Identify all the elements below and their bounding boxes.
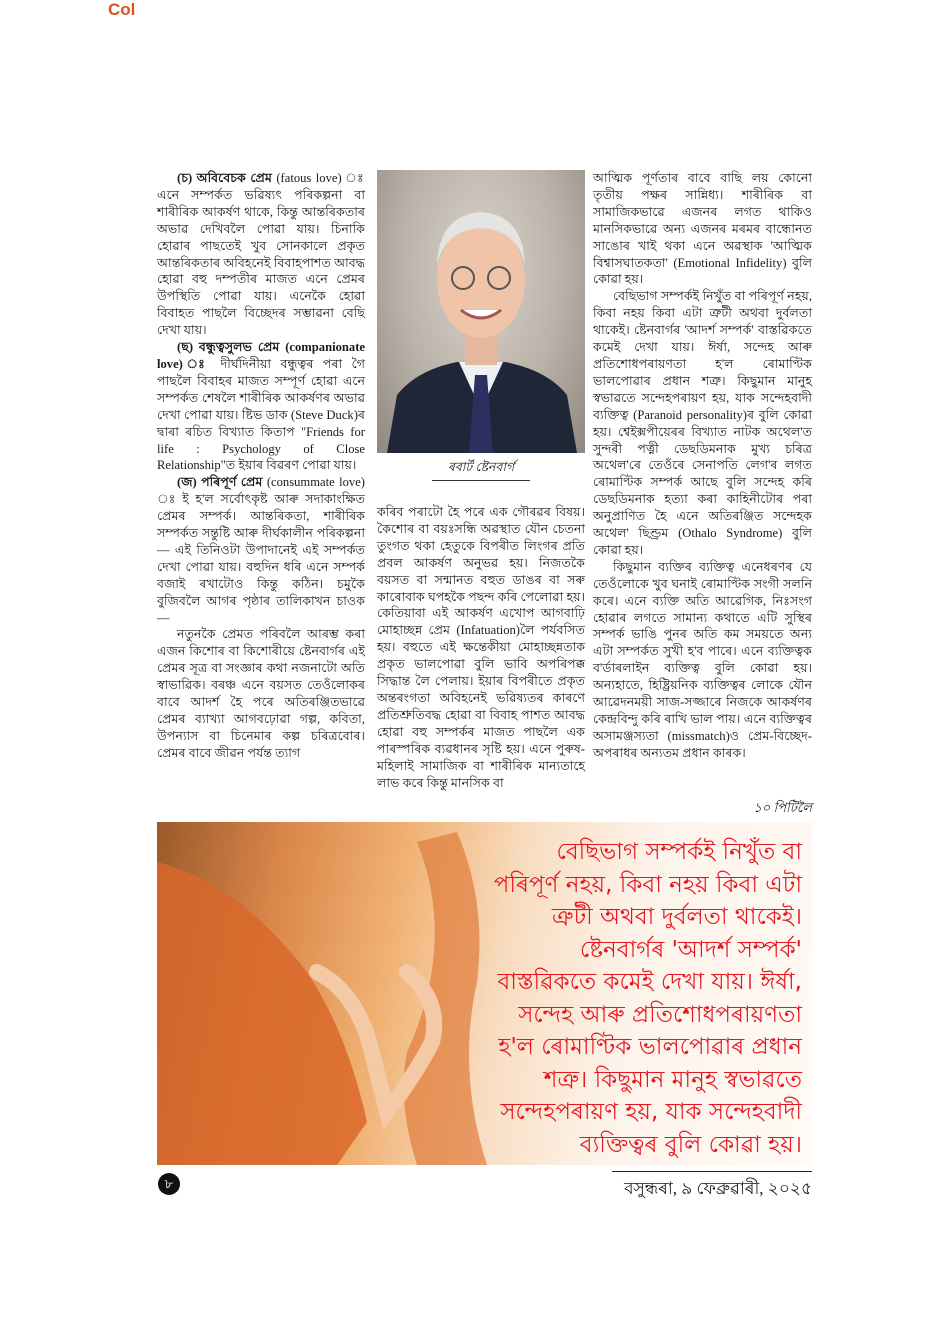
masthead-date: বসুন্ধৰা, ৯ ফেব্ৰুৱাৰী, ২০২৫ (624, 1179, 812, 1198)
paragraph: বেছিভাগ সম্পৰ্কই নিখুঁত বা পৰিপূৰ্ণ নহয়, কিবা নহয় কিবা এটা ত্ৰুটী অথবা দুৰ্বলতা থাকেই। ষ্টেনবাৰ্গৰ 'আদৰ্শ সম্পৰ্ক' বাস্তৱিকতে কমেই দেখা যায়। ঈৰ্ষা, সন্দেহ আৰু প্ৰতিশোধপৰায়ণতা হ'ল ৰোমাণ্টিক ভালপোৱাৰ প্ৰধান শত্ৰু। কিছুমান মানুহ স্বভাৱতে সন্দেহপৰায়ণ হয়, যাক সন্দেহবাদী ব্যক্তিত্ব (Paranoid personality)ৰ বুলি কোৱা হয়। শ্বেইক্সপীয়েৰৰ বিখ্যাত নাটক অথেল'ত সুন্দৰী পত্নী ডেছডিমনাক মুখ্য চৰিত্ৰ অথেল'ৰে তেওঁৰে সেনাপতি লেগ'ৰ লগত ৰোমাণ্টিক সম্পৰ্ক আছে বুলি সন্দেহ কৰি ডেছডিমনাক হত্যা কৰা কাহিনীটোৰ পৰা অনুপ্ৰাণিত হৈ এনে অতিৰঞ্জিত সন্দেহক অথেল' ছিণ্ড্ৰম (Othalo Syndrome) বুলি কোৱা হয়। (593, 289, 812, 557)
pull-quote-line: ষ্টেনবাৰ্গৰ 'আদৰ্শ সম্পৰ্ক' (579, 936, 802, 963)
pull-quote-line: সন্দেহপৰায়ণ হয়, যাক সন্দেহবাদী (500, 1099, 802, 1125)
photo-caption: ৰবাৰ্ট ষ্টেনবাৰ্গ (447, 460, 515, 474)
paragraph (157, 170, 365, 339)
paragraph (157, 339, 365, 474)
article-column-3 (593, 170, 812, 762)
corner-label: Col (108, 0, 136, 19)
article-column-1 (157, 170, 365, 762)
paragraph-text: (consummate love) ঃ ই হ'ল সৰ্বোৎকৃষ্ট আৰু সদাকাংক্ষিত প্ৰেমৰ সম্পৰ্ক। আন্তৰিকতা, শাৰীৰিক সম্পৰ্কত সন্তুষ্টি আৰু দীৰ্ঘকালীন পৰিকল্পনা — এই তিনিওটা উপাদানেই এই সম্পৰ্কত দেখা পোৱা যায়। বহুদিন ধৰি এনে সম্পৰ্ক বজাই ৰখাটোও কিন্তু কঠিন। চমুকৈ বুজিবলৈ আগৰ পৃষ্ঠাৰ তালিকাখন চাওক — (157, 475, 365, 625)
paragraph (157, 474, 365, 626)
pull-quote-line: ত্ৰুটী অথবা দুৰ্বলতা থাকেই। (551, 904, 802, 930)
section-heading: (চ) অবিবেচক প্ৰেম (177, 171, 272, 185)
paragraph-text: দীৰ্ঘদিনীয়া বন্ধুত্বৰ পৰা গৈ পাছলৈ বিবাহৰ মাজত সম্পূৰ্ণ হোৱা এনে সম্পৰ্কত শেষলৈ শাৰীৰিক আকৰ্ষণৰ অভাৱ দেখা পোৱা যায়। ষ্টিভ ডাক (Steve Duck)ৰ দ্বাৰা ৰচিত বিখ্যাত কিতাপ "Friends for life : Psychology of Close Relationship"ত ইয়াৰ বিৱৰণ পোৱা যায়। (157, 356, 365, 473)
paragraph: কিছুমান ব্যক্তিৰ ব্যক্তিত্ব এনেধৰণৰ যে তেওঁলোকে খুব ঘনাই ৰোমাণ্টিক সংগী সলনি কৰে। এনে ব্যক্তি অতি আৱেগিক, নিঃসংগ হোৱাৰ লগতে সামান্য কথাতে এটি সুস্থিৰ সম্পৰ্ক ভাঙি পুনৰ অতি কম সময়তে অন্য এটা সম্পৰ্কত সুখী হ'ব পাৰে। এনে ব্যক্তিত্বক ব'ৰ্ডাৰলাইন ব্যক্তিত্ব বুলি কোৱা হয়। অন্যহাতে, হিষ্ট্ৰিয়নিক ব্যক্তিত্বৰ লোকে যৌন আৱেদনময়ী সাজ-সজ্জাৰে নিজকে আকৰ্ষণৰ কেন্দ্ৰবিন্দু কৰি ৰাখি ভাল পায়। এনে ব্যক্তিত্বৰ অসামঞ্জস্যতা (missmatch)ও প্ৰেম-বিচ্ছেদ-অপৰাধৰ অন্যতম প্ৰধান কাৰক। (593, 559, 812, 760)
paragraph: কৰিব পৰাটো হৈ পৰে এক গৌৰৱৰ বিষয়। কৈশোৰ বা বয়ঃসন্ধি অৱস্থাত যৌন চেতনা তুংগত থকা হেতুকে বিপৰীত লিংগৰ প্ৰতি প্ৰবল আকৰ্ষণ অনুভৱ হয়। নিজতকৈ বয়সত বা সন্মানত বহুত ডাঙৰ বা সৰু কাৰোবাক ঘপহকৈ পছন্দ কৰি পেলোৱা হয়। কেতিয়াবা এই আকৰ্ষণ এখোপ আগবাঢ়ি মোহাচ্ছন্ন প্ৰেম (Infatuation)লৈ পৰ্যবসিত হয়। বহুতে এই ক্ষন্তেকীয়া মোহাচ্ছন্নতাক প্ৰকৃত ভালপোৱা বুলি ভাবি অপৰিপক্ক সিদ্ধান্ত লৈ পেলায়। ইয়াৰ বিপৰীতে প্ৰকৃত অন্তৰংগতা অবিহনেই ভৱিষ্যতৰ কাৰণে প্ৰতিশ্ৰুতিবদ্ধ হোৱা বা বিবাহ পাশত আবদ্ধ হোৱা বহু সম্পৰ্কৰ মাজত পাছলৈ এক পাৰস্পৰিক ব্যৱধানৰ সৃষ্টি হয়। এনে পুৰুষ-মহিলাই সামাজিক বা শাৰীৰিক মান্যতাহে লাভ কৰে কিন্তু মানসিক বা (377, 505, 585, 790)
pull-quote-line: বেছিভাগ সম্পৰ্কই নিখুঁত বা (556, 839, 802, 865)
section-heading: (ছ) বন্ধুত্বসুলভ প্ৰেম (companionate love) ঃ (157, 340, 365, 371)
paragraph-text: (fatous love) ঃ এনে সম্পৰ্কত ভৱিষ্যৎ পৰিকল্পনা বা শাৰীৰিক আকৰ্ষণ থাকে, কিন্তু আন্তৰিকতাৰ অভাৱ দেখিবলৈ পোৱা যায়। চিনাকি হোৱাৰ পাছতেই খুব সোনকালে প্ৰকৃত আন্তৰিকতাৰ অবিহনেই বিবাহপাশত আবদ্ধ হোৱা বহু দম্পতীৰ মাজত এনে প্ৰেমৰ উপস্থিতি পোৱা যায়। এনেকৈ হোৱা বিবাহত পাছলৈ বিচ্ছেদৰ সম্ভাৱনা বেছি দেখা যায়। (157, 171, 366, 338)
page-number: ৮ (158, 1173, 180, 1195)
caption-divider (432, 480, 530, 481)
pull-quote-line: সন্দেহ আৰু প্ৰতিশোধপৰায়ণতা (518, 1001, 802, 1028)
section-heading: (জ) পৰিপূৰ্ণ প্ৰেম (177, 475, 263, 490)
paragraph: আত্মিক পূৰ্ণতাৰ বাবে বাছি লয় কোনো তৃতীয় পক্ষৰ সান্নিধ্য। শাৰীৰিক বা সামাজিকভাৱে এজনৰ লগত থাকিও মানসিকভাৱে অন্য এজনৰ মৰমৰ বান্ধোনত সাঙোৰ খাই থকা এনে অৱস্থাক 'আত্মিক বিশ্বাসঘাতকতা' (Emotional Infidelity) বুলি কোৱা হয়। (593, 171, 812, 287)
pull-quote-line: পৰিপূৰ্ণ নহয়, কিবা নহয় কিবা এটা (493, 871, 802, 898)
article-column-2 (377, 504, 585, 791)
continued-label: ১০ পিটিলৈ (753, 800, 812, 815)
portrait-photo (377, 170, 585, 453)
pull-quote (382, 836, 802, 1161)
pull-quote-line: ব্যক্তিত্বৰ বুলি কোৱা হয়। (579, 1131, 802, 1158)
paragraph: নতুনকৈ প্ৰেমত পৰিবলৈ আৰম্ভ কৰা এজন কিশোৰ বা কিশোৰীয়ে ষ্টেনবাৰ্গৰ এই প্ৰেমৰ সূত্ৰ বা সংজ্ঞাৰ কথা নজনাটো অতি স্বাভাৱিক। বৰঞ্চ এনে বয়সত তেওঁলোকৰ বাবে আদৰ্শ হৈ পৰে অতিৰঞ্জিতভাৱে প্ৰেমৰ ব্যাখ্যা আগবঢ়োৱা গল্প, কবিতা, উপন্যাস বা চিনেমাৰ কল্প চৰিত্ৰবোৰ। প্ৰেমৰ বাবে জীৱন পৰ্যন্ত ত্যাগ (157, 627, 365, 760)
pull-quote-banner (157, 822, 812, 1165)
footer-divider (612, 1171, 812, 1172)
pull-quote-line: শত্ৰু। কিছুমান মানুহ স্বভাৱতে (543, 1066, 802, 1093)
pull-quote-line: হ'ল ৰোমাণ্টিক ভালপোৱাৰ প্ৰধান (498, 1034, 802, 1060)
pull-quote-line: বাস্তৱিকতে কমেই দেখা যায়। ঈৰ্ষা, (497, 969, 802, 995)
